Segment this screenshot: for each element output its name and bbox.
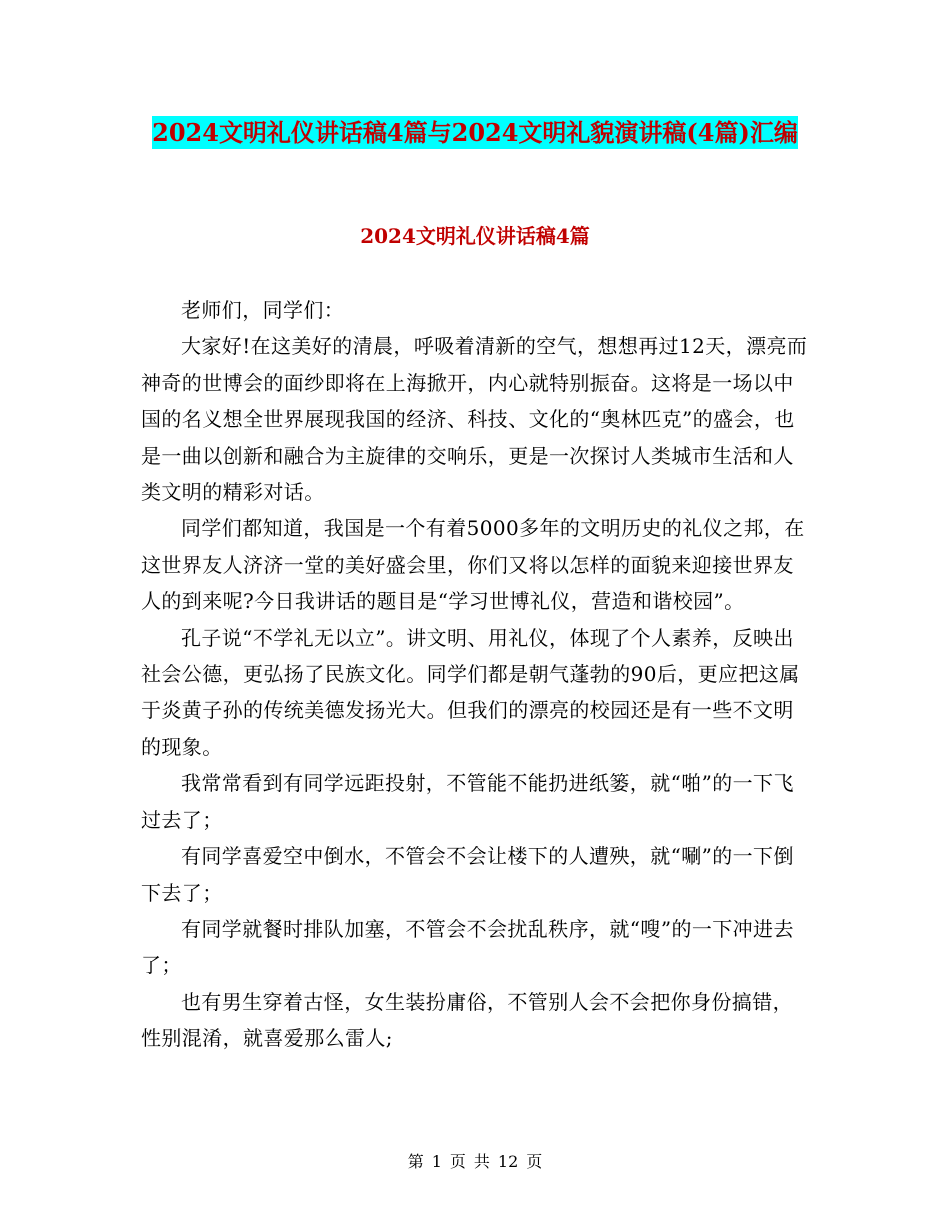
paragraph-salutation: 老师们，同学们：: [181, 298, 345, 322]
paragraph: 有同学喜爱空中倒水，不管会不会让楼下的人遭殃，就“唰”的一下倒下去了；: [141, 844, 794, 905]
footer-label-unit: 页: [449, 1152, 466, 1171]
paragraph: 我常常看到有同学远距投射，不管能不能扔进纸篓，就“啪”的一下飞过去了；: [141, 771, 794, 832]
paragraph: 大家好!在这美好的清晨，呼吸着清新的空气，想想再过12天，漂亮而神奇的世博会的面纱即将在上海掀开，内心就特别振奋。这将是一场以中国的名义想全世界展现我国的经济、科技、文化的“奥林匹克”的盛会，也是一曲以创新和融合为主旋律的交响乐，更是一次探讨人类城市生活和人类文明的精彩对话。: [141, 334, 808, 505]
paragraph: 孔子说“不学礼无以立”。讲文明、用礼仪，体现了个人素养，反映出社会公德，更弘扬了民族文化。同学们都是朝气蓬勃的90后，更应把这属于炎黄子孙的传统美德发扬光大。但我们的漂亮的校园还是有一些不文明的现象。: [141, 625, 800, 759]
page-footer: [0, 1150, 950, 1174]
footer-total-pages: 12: [497, 1152, 519, 1171]
footer-label-page: 第: [407, 1152, 424, 1171]
footer-label-total: 共: [473, 1152, 490, 1171]
footer-current-page: 1: [431, 1152, 442, 1171]
document-title: [150, 110, 800, 156]
title-highlight: 2024文明礼仪讲话稿4篇与2024文明礼貌演讲稿(4篇)汇编: [152, 118, 798, 147]
paragraph: 有同学就餐时排队加塞，不管会不会扰乱秩序，就“嗖”的一下冲进去了；: [141, 916, 794, 978]
section-heading: 2024文明礼仪讲话稿4篇: [360, 224, 590, 248]
document-body: [141, 292, 813, 1057]
paragraph: 同学们都知道，我国是一个有着5000多年的文明历史的礼仪之邦，在这世界友人济济一堂的美好盛会里，你们又将以怎样的面貌来迎接世界友人的到来呢?今日我讲话的题目是“学习世博礼仪，营造和谐校园”。: [141, 516, 805, 614]
paragraph: 也有男生穿着古怪，女生装扮庸俗，不管别人会不会把你身份搞错，性别混淆，就喜爱那么雷人;: [141, 989, 793, 1051]
footer-label-unit2: 页: [526, 1152, 543, 1171]
